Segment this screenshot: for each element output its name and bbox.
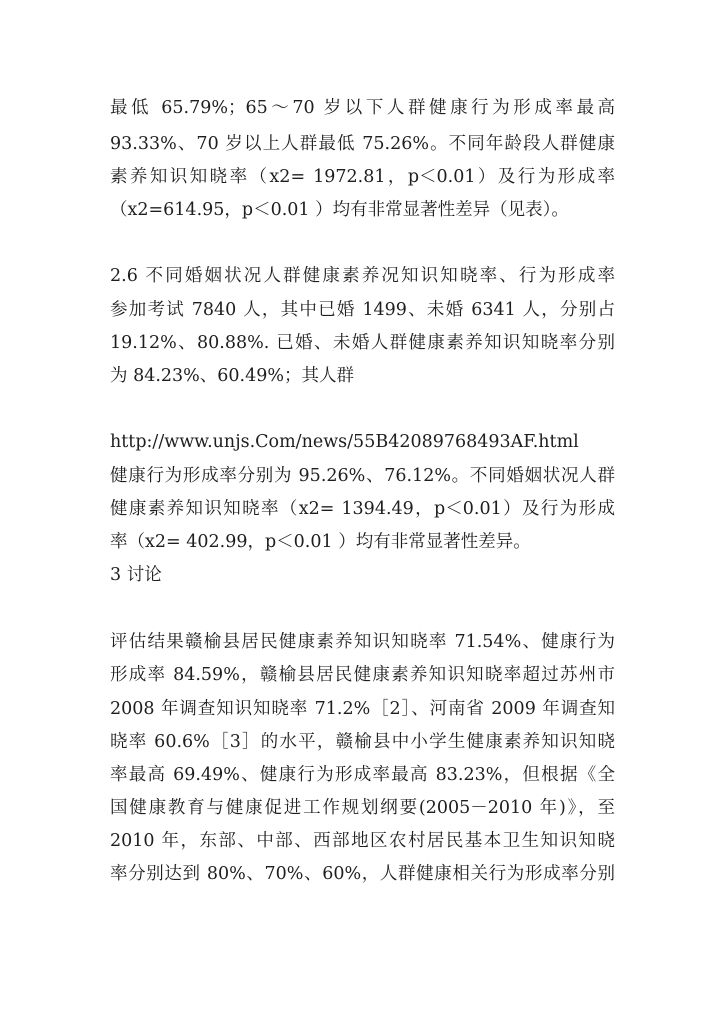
text-line: 为 84.23%、60.49%；其人群 xyxy=(110,366,355,386)
text-line: 参加考试 7840 人，其中已婚 1499、未婚 6341 人，分别占 xyxy=(110,300,615,320)
text-line: 率（x2= 402.99，p＜0.01 ）均有非常显著性差异。 xyxy=(110,532,531,552)
text-line: 最低 65.79%；65～70 岁以下人群健康行为形成率最高 xyxy=(110,98,615,118)
text-line: 率最高 69.49%、健康行为形成率最高 83.23%，但根据《全 xyxy=(110,765,615,785)
text-line: 2010 年，东部、中部、西部地区农村居民基本卫生知识知晓 xyxy=(110,831,615,851)
text-line: 晓率 60.6%［3］的水平，赣榆县中小学生健康素养知识知晓 xyxy=(110,732,615,752)
text-line: 19.12%、80.88%. 已婚、未婚人群健康素养知识知晓率分别 xyxy=(110,333,615,353)
section-3-heading: 3 讨论 xyxy=(110,565,162,585)
text-line: 评估结果赣榆县居民健康素养知识知晓率 71.54%、健康行为 xyxy=(110,632,615,652)
text-line: 形成率 84.59%，赣榆县居民健康素养知识知晓率超过苏州市 xyxy=(110,665,615,685)
text-line: 健康素养知识知晓率（x2= 1394.49，p＜0.01）及行为形成 xyxy=(110,499,615,519)
source-url-text: http://www.unjs.Com/news/55B42089768493AF.html xyxy=(110,432,579,452)
text-line: 2008 年调查知识知晓率 71.2%［2］、河南省 2009 年调查知 xyxy=(110,699,615,719)
text-line: 国健康教育与健康促进工作规划纲要(2005－2010 年)》，至 xyxy=(110,798,615,818)
text-line: （x2=614.95，p＜0.01 ）均有非常显著性差异（见表）。 xyxy=(110,200,569,220)
text-line: 素养知识知晓率（x2= 1972.81，p＜0.01）及行为形成率 xyxy=(110,167,615,187)
text-line: 率分别达到 80%、70%、60%，人群健康相关行为形成率分别 xyxy=(110,864,615,884)
text-line: 健康行为形成率分别为 95.26%、76.12%。不同婚姻状况人群 xyxy=(110,466,615,486)
text-line: 93.33%、70 岁以上人群最低 75.26%。不同年龄段人群健康 xyxy=(110,134,615,154)
section-2-6-heading: 2.6 不同婚姻状况人群健康素养况知识知晓率、行为形成率 xyxy=(110,266,615,286)
